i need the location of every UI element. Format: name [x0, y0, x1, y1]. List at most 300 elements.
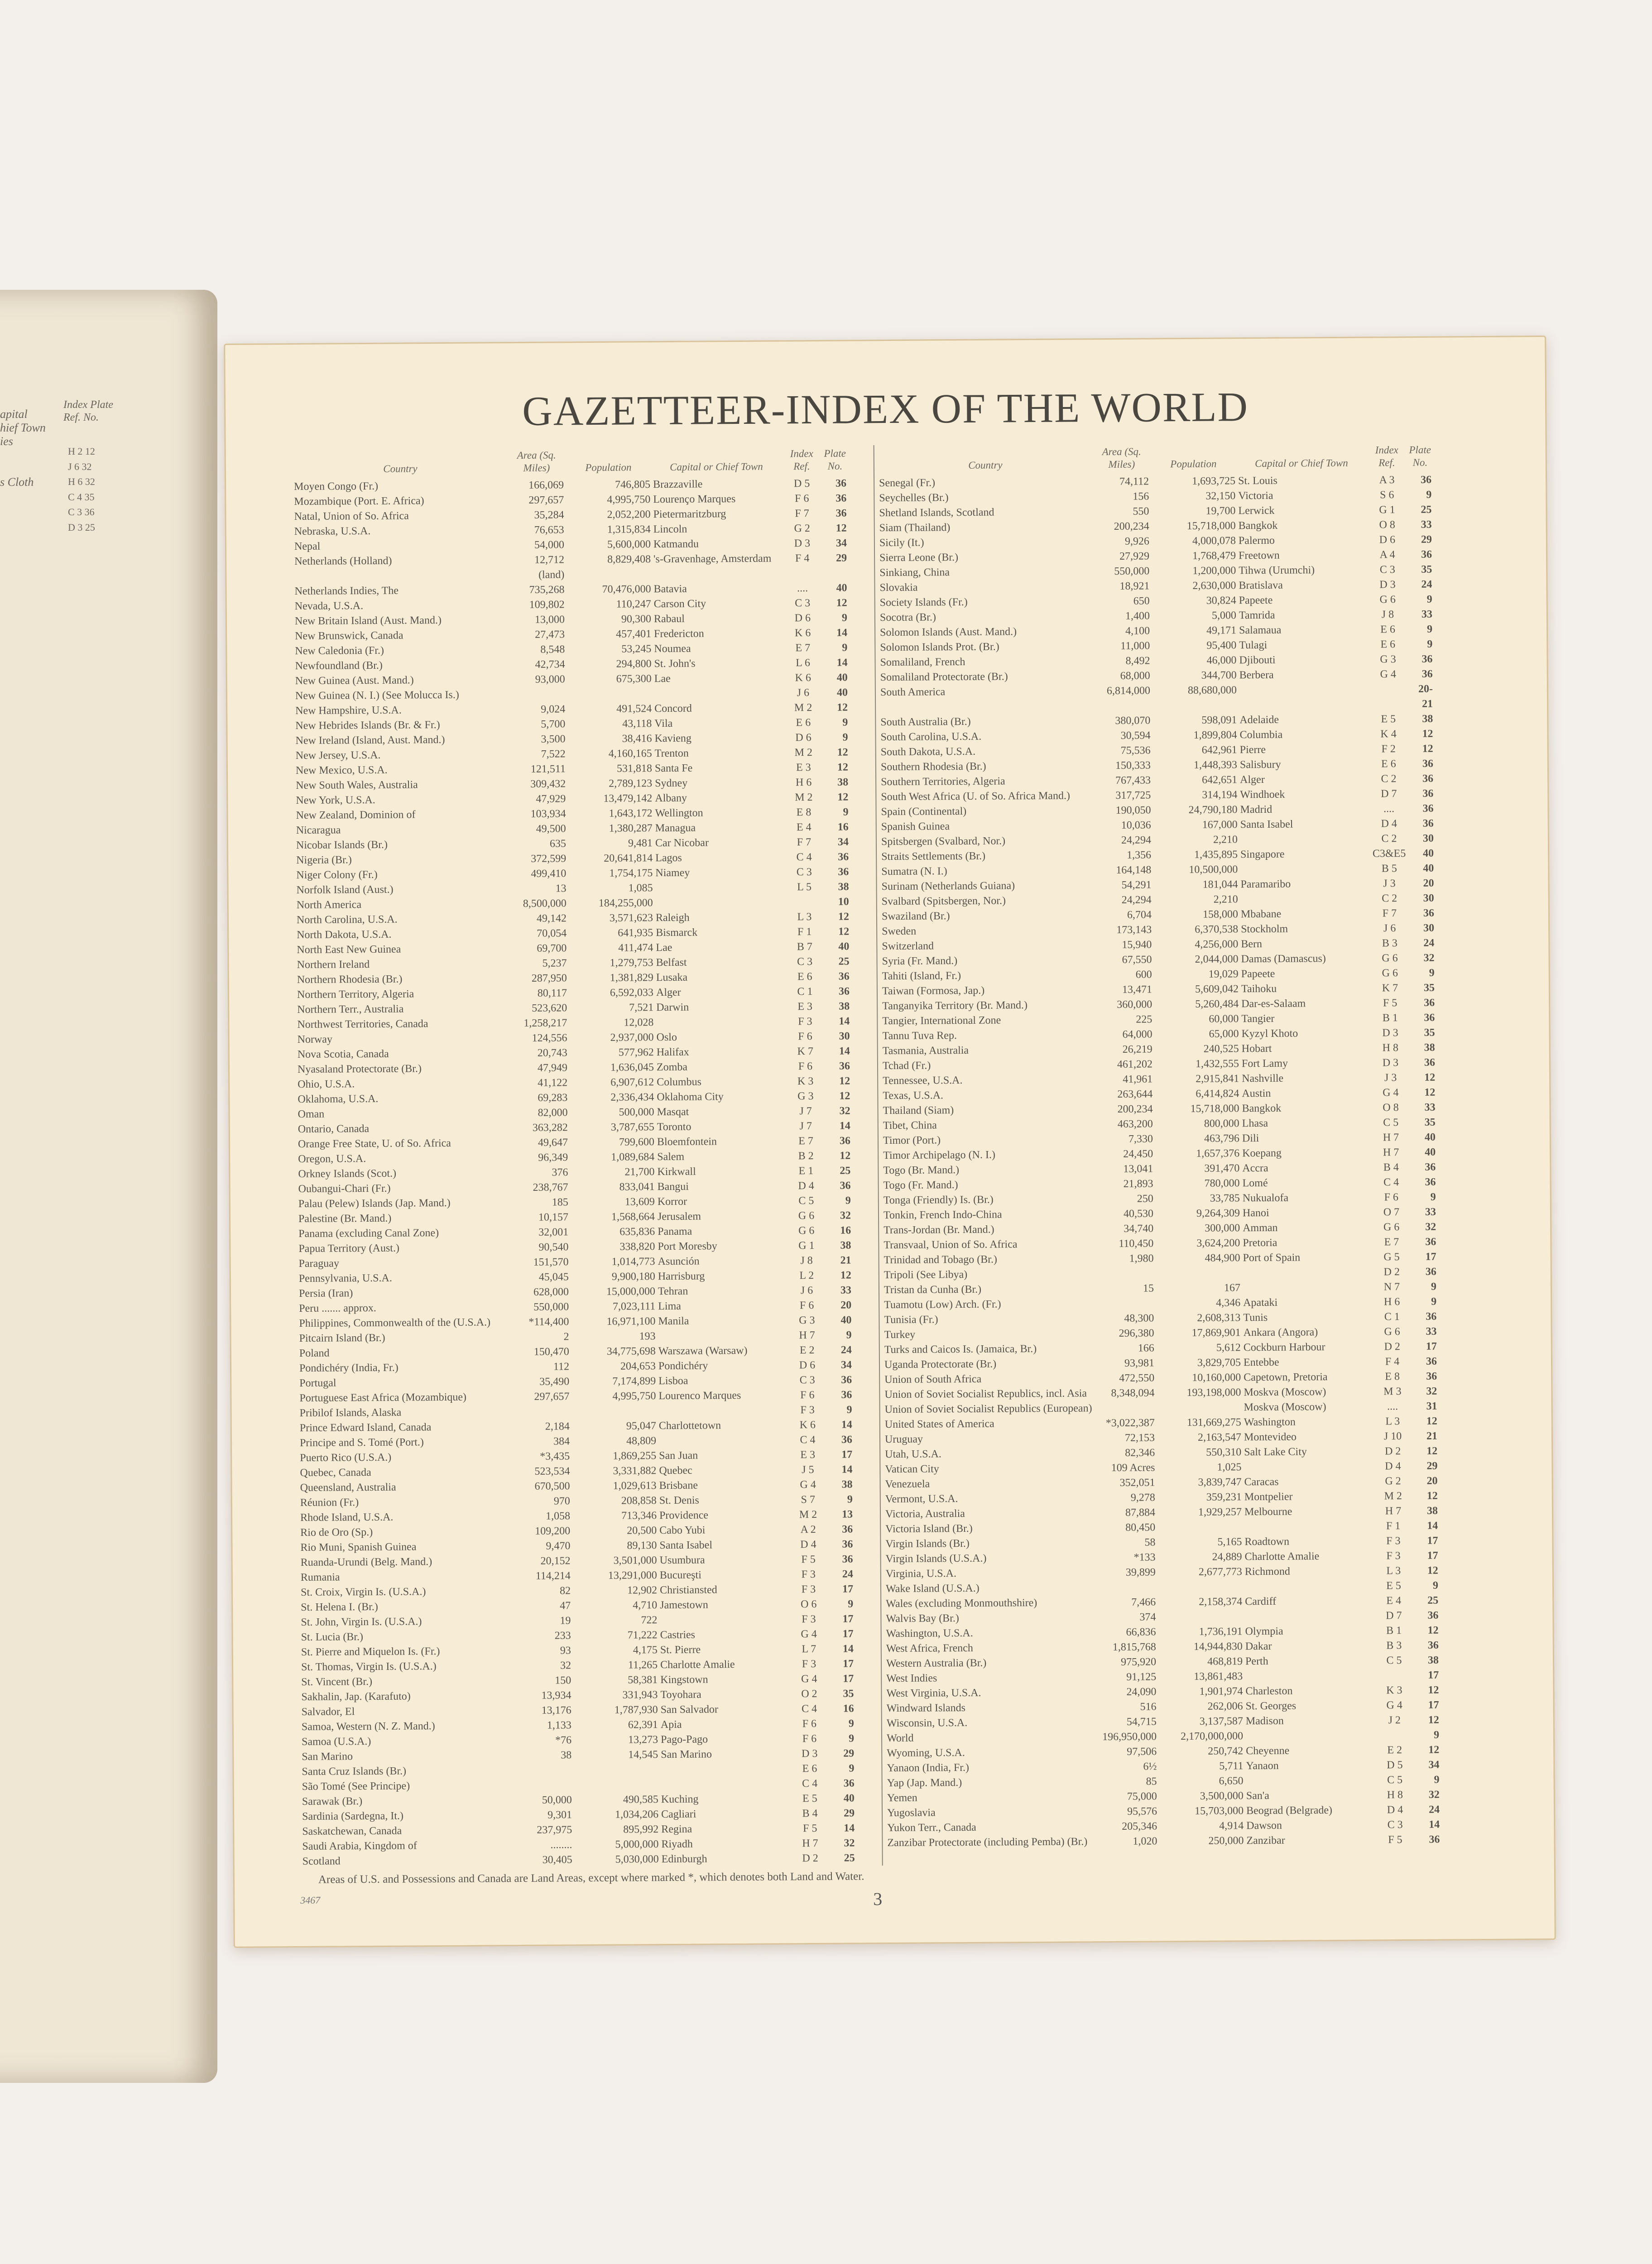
cell-population: 33,785	[1210, 1192, 1240, 1204]
cell-area: 150,470	[533, 1346, 569, 1358]
cell-capital: Caracas	[1244, 1476, 1279, 1488]
cell-area: 8,548	[540, 643, 565, 656]
cell-plate-no: 9	[845, 1194, 851, 1207]
cell-plate-no: 12	[840, 1150, 851, 1162]
cell-area: 9,926	[1124, 535, 1149, 547]
cell-capital: Stockholm	[1241, 923, 1288, 935]
cell-area: 20,152	[540, 1555, 571, 1567]
cell-area: 47	[560, 1600, 571, 1612]
cell-population: 3,787,655	[610, 1121, 654, 1133]
cell-country: Union of South Africa	[884, 1373, 982, 1386]
cell-plate-no: 12	[1428, 1714, 1439, 1726]
cell-capital: Halifax	[656, 1046, 689, 1059]
cell-plate-no: 29	[1421, 533, 1432, 546]
cell-index-ref: C 5	[798, 1195, 814, 1207]
cell-population	[1158, 1609, 1242, 1625]
cell-area: 5,237	[542, 957, 567, 969]
cell-plate-no: 14	[1427, 1520, 1438, 1532]
cell-area: 15,940	[1122, 939, 1152, 951]
cell-plate-no: 38	[837, 776, 849, 788]
cell-plate-no: 9	[846, 1329, 852, 1341]
cell-population: 3,331,882	[613, 1465, 657, 1477]
cell-population: 3,829,705	[1197, 1357, 1241, 1369]
cell-capital	[1239, 682, 1366, 713]
cell-country: Northern Rhodesia (Br.)	[297, 973, 403, 986]
cell-index-ref: G 3	[1380, 653, 1396, 666]
cell-index-ref: F 6	[1384, 1191, 1399, 1204]
cell-capital: Santa Isabel	[659, 1539, 713, 1552]
cell-population: 722	[641, 1614, 658, 1626]
cell-plate-no: 16	[843, 1703, 854, 1715]
cell-area: 156	[1133, 490, 1149, 503]
cell-area: 41,961	[1123, 1073, 1153, 1085]
cell-area: 380,070	[1115, 715, 1151, 727]
cell-area: 1,058	[545, 1510, 571, 1522]
cell-population: 1,768,479	[1192, 550, 1236, 562]
cell-population: 2,630,000	[1192, 580, 1236, 592]
cell-index-ref: L 7	[802, 1643, 816, 1655]
cell-country: Nebraska, U.S.A.	[294, 525, 371, 538]
cell-plate-no: 36	[841, 1434, 853, 1446]
cell-plate-no: 14	[839, 1045, 850, 1057]
cell-area: 74,112	[1119, 475, 1149, 488]
cell-population: 13,861,483	[1194, 1670, 1243, 1683]
cell-index-ref: E 8	[796, 806, 812, 819]
cell-capital: Niamey	[655, 867, 690, 879]
cell-plate-no: 14	[841, 1419, 852, 1431]
cell-capital: Amman	[1243, 1222, 1278, 1234]
cell-capital: Washington	[1244, 1416, 1296, 1429]
cell-plate-no: 33	[1421, 608, 1432, 620]
cell-area: 112	[553, 1361, 570, 1373]
cell-plate-no: 35	[1421, 563, 1432, 576]
cell-population: 294,800	[616, 658, 652, 670]
cell-country: Uganda Protectorate (Br.)	[884, 1358, 997, 1371]
cell-index-ref: A 2	[800, 1524, 816, 1536]
cell-index-ref	[785, 895, 824, 910]
cell-population: 1,279,753	[610, 957, 653, 969]
cell-plate-no: 9	[842, 716, 848, 729]
cell-area: 19	[560, 1615, 571, 1627]
cell-plate-no: 12	[1424, 1086, 1436, 1098]
cell-capital: Salisbury	[1239, 758, 1281, 771]
header-population: Population	[585, 461, 632, 474]
cell-country: New Britain Island (Aust. Mand.)	[294, 614, 442, 628]
cell-area: 24,450	[1123, 1148, 1153, 1160]
cell-country: Windward Islands	[886, 1702, 966, 1715]
cell-area: 30,405	[542, 1854, 572, 1866]
ref-entry: J 6 32	[68, 460, 92, 472]
cell-area: 93	[560, 1645, 571, 1657]
cell-area: 49,500	[536, 823, 566, 835]
cell-area: 374	[1139, 1611, 1156, 1623]
cell-plate-no: 38	[1426, 1505, 1438, 1517]
cell-area: 93,000	[535, 673, 565, 686]
cell-population: 58,381	[628, 1674, 658, 1686]
cell-country: Oman	[298, 1108, 325, 1120]
cell-plate-no: 12	[1428, 1684, 1439, 1696]
cell-country: Venezuela	[885, 1478, 930, 1491]
cell-country: New Caledonia (Fr.)	[295, 644, 384, 657]
cell-population: 10,160,000	[1192, 1372, 1241, 1384]
cell-area: 27,473	[535, 628, 565, 641]
cell-population: 2,044,000	[1195, 953, 1239, 965]
cell-population: 635,836	[620, 1226, 655, 1238]
cell-plate-no: 9	[1430, 1191, 1436, 1203]
cell-population: 2,170,000,000	[1180, 1730, 1244, 1743]
cell-population: 1,432,555	[1195, 1058, 1239, 1070]
cell-index-ref: G 4	[801, 1628, 817, 1640]
cell-area: 461,202	[1117, 1058, 1153, 1070]
cell-area: 767,433	[1115, 774, 1151, 787]
cell-index-ref: L 3	[1385, 1415, 1400, 1428]
ref-entry: C 3 36	[68, 506, 95, 518]
cell-capital: Bangkok	[1238, 519, 1278, 532]
cell-country: Timor Archipelago (N. I.)	[883, 1149, 996, 1162]
cell-population: 5,165	[1217, 1536, 1242, 1548]
cell-index-ref: ....	[1387, 1401, 1398, 1413]
cell-area: 463,200	[1117, 1118, 1153, 1130]
cell-population: 1,657,376	[1196, 1147, 1240, 1160]
cell-plate-no: 12	[837, 791, 849, 803]
cell-plate-no: 36	[1429, 1833, 1440, 1846]
cell-country: Tibet, China	[883, 1119, 937, 1132]
cell-plate-no: 12	[838, 926, 850, 938]
cell-capital: Mbabane	[1240, 908, 1282, 921]
cell-capital: Salamaua	[1239, 624, 1282, 637]
index-columns	[226, 441, 1554, 1870]
cell-country: Mozambique (Port. E. Africa)	[294, 495, 424, 508]
cell-index-ref: C 3	[1379, 564, 1395, 576]
cell-plate-no: 10	[838, 896, 849, 908]
cell-plate-no: 9	[1429, 967, 1435, 979]
cell-population: 4,160,165	[608, 748, 652, 760]
cell-index-ref: H 7	[1385, 1505, 1402, 1517]
cell-plate-no: 38	[1422, 713, 1433, 725]
cell-plate-no: 36	[1422, 758, 1434, 770]
cell-area: *3,435	[540, 1450, 570, 1463]
cell-plate-no: 40	[838, 940, 850, 953]
cell-population: 6,650	[1219, 1775, 1244, 1787]
cell-plate-no: 36	[1422, 802, 1434, 815]
cell-area: 499,410	[531, 868, 567, 880]
cell-area: 48,300	[1124, 1312, 1154, 1324]
cell-country: Nevada, U.S.A.	[294, 600, 364, 613]
cell-capital: Tihwa (Urumchi)	[1239, 564, 1315, 577]
cell-country: North East New Guinea	[297, 943, 401, 956]
cell-area: 200,234	[1114, 520, 1149, 532]
cell-area: 39,899	[1125, 1566, 1156, 1578]
cell-plate-no: 9	[848, 1598, 854, 1610]
cell-plate-no: 14	[844, 1822, 855, 1834]
cell-index-ref: N 7	[1383, 1281, 1400, 1293]
cell-plate-no: 36	[1425, 1236, 1436, 1248]
cell-country: Zanzibar Protectorate (including Pemba) (Br.)	[887, 1836, 1088, 1849]
cell-area: 297,657	[534, 1391, 570, 1403]
cell-index-ref: E 7	[795, 642, 811, 654]
cell-population: 6,370,538	[1195, 923, 1239, 935]
cell-area	[511, 687, 565, 702]
cell-plate-no: 25	[1421, 504, 1432, 516]
cell-index-ref: M 2	[795, 791, 813, 804]
cell-area: 24,090	[1126, 1686, 1157, 1698]
cell-plate-no: 25	[1427, 1594, 1439, 1607]
cell-plate-no: 17	[842, 1628, 854, 1640]
cell-capital: Lusaka	[656, 971, 688, 984]
cell-population: 338,820	[620, 1241, 655, 1253]
cell-plate-no: 36	[841, 1374, 852, 1386]
cell-country: Yap (Jap. Mand.)	[887, 1777, 962, 1789]
cell-index-ref: F 1	[1386, 1520, 1401, 1532]
cell-index-ref: D 6	[799, 1359, 816, 1372]
cell-plate-no: 30	[839, 1030, 850, 1042]
cell-population	[572, 1404, 656, 1419]
cell-capital: Brisbane	[659, 1479, 698, 1492]
cell-country: Quebec, Canada	[300, 1467, 371, 1479]
cell-area: ........	[550, 1839, 572, 1851]
cell-index-ref: F 7	[797, 836, 812, 849]
cell-country: Socotra (Br.)	[879, 611, 936, 624]
cell-area: 75,000	[1127, 1790, 1157, 1803]
cell-area: 970	[553, 1495, 570, 1507]
cell-country: Samoa (U.S.A.)	[301, 1736, 371, 1748]
cell-area: 35,284	[534, 509, 564, 521]
cell-plate-no: 9	[842, 731, 848, 743]
cell-capital: San'a	[1246, 1789, 1269, 1802]
cell-population: 1,568,664	[611, 1211, 655, 1223]
cell-country: North Carolina, U.S.A.	[296, 913, 398, 926]
cell-plate-no: 38	[839, 1000, 850, 1012]
cell-capital: Oklahoma City	[657, 1091, 724, 1103]
header-fragment: hief Town	[0, 421, 46, 434]
cell-country: Orange Free State, U. of So. Africa	[298, 1137, 451, 1150]
cell-index-ref: C 3	[799, 1374, 815, 1386]
cell-capital: Pondichéry	[658, 1360, 708, 1372]
cell-capital: Pretoria	[1243, 1237, 1277, 1249]
index-column-right	[879, 472, 1467, 1851]
cell-plate-no: 36	[1423, 907, 1435, 919]
cell-plate-no: 33	[1421, 518, 1432, 531]
cell-index-ref: G 6	[1379, 594, 1396, 606]
cell-area: 1,980	[1129, 1252, 1154, 1265]
cell-capital: Richmond	[1244, 1565, 1290, 1578]
cell-capital: Quebec	[659, 1464, 692, 1477]
cell-index-ref: F 5	[1383, 997, 1397, 1009]
cell-index-ref: G 6	[1384, 1326, 1400, 1338]
cell-country: Moyen Congo (Fr.)	[294, 480, 379, 493]
header-plate-no: Plate No.	[1409, 444, 1431, 468]
cell-country: Natal, Union of So. Africa	[294, 510, 409, 523]
cell-index-ref: D 6	[1379, 534, 1396, 546]
cell-capital: Jamestown	[660, 1599, 708, 1612]
cell-index-ref: H 6	[795, 777, 812, 789]
cell-index-ref: G 2	[1385, 1475, 1401, 1487]
cell-area: 76,653	[534, 524, 564, 536]
cell-capital: Montevideo	[1244, 1431, 1297, 1444]
cell-plate-no: 17	[1427, 1535, 1438, 1547]
cell-area: 205,346	[1122, 1820, 1157, 1832]
cell-country: Somaliland, French	[880, 656, 965, 669]
cell-capital: Lagos	[655, 852, 682, 864]
cell-capital: Brazzaville	[653, 478, 703, 491]
cell-index-ref: G 1	[798, 1240, 815, 1252]
cell-population: 167	[1224, 1282, 1241, 1294]
cell-capital: Lincoln	[653, 523, 687, 536]
cell-capital: Tunis	[1243, 1311, 1268, 1324]
cell-plate-no: 32	[1423, 952, 1435, 964]
cell-country: Walvis Bay (Br.)	[886, 1612, 959, 1625]
cell-area: 516	[1140, 1701, 1157, 1713]
cell-country: Utah, U.S.A.	[885, 1448, 941, 1461]
cell-population: 250,742	[1208, 1745, 1244, 1757]
header-index-ref: Index Ref.	[790, 448, 813, 472]
cell-population: 300,000	[1205, 1222, 1240, 1234]
cell-plate-no: 12	[840, 1269, 851, 1281]
cell-population: 181,044	[1202, 878, 1238, 891]
cell-country: Seychelles (Br.)	[879, 492, 949, 504]
cell-plate-no: 17	[1428, 1699, 1439, 1711]
cell-capital: Belfast	[656, 956, 687, 969]
cell-population: 6,907,612	[610, 1076, 654, 1089]
cell-plate-no: 9	[849, 1762, 855, 1775]
cell-index-ref: S 6	[1380, 489, 1394, 501]
cell-index-ref: G 6	[798, 1225, 815, 1237]
cell-index-ref: K 7	[1382, 982, 1398, 994]
cell-area: 69,283	[538, 1092, 568, 1104]
cell-capital: Dili	[1242, 1132, 1259, 1145]
header-population: Population	[1170, 458, 1217, 470]
cell-capital: St. John's	[654, 657, 696, 670]
footnote: Areas of U.S. and Possessions and Canada are Land Areas, except where marked *, which denotes both Land and Water.	[318, 1870, 864, 1886]
cell-country: Norfolk Island (Aust.)	[296, 883, 394, 896]
cell-area: 10,036	[1121, 819, 1151, 831]
cell-population: 4,710	[633, 1599, 658, 1612]
cell-index-ref: H 6	[1383, 1296, 1400, 1308]
cell-country: Salvador, El	[301, 1706, 355, 1718]
cell-population: 5,000,000	[615, 1838, 659, 1851]
cell-capital: Car Nicobar	[655, 837, 709, 849]
cell-area	[1100, 1266, 1154, 1281]
cell-population: 9,481	[628, 837, 653, 849]
cell-country: Svalbard (Spitsbergen, Nor.)	[881, 895, 1006, 908]
cell-area: 13,934	[541, 1689, 571, 1702]
cell-country: Taiwan (Formosa, Jap.)	[882, 984, 985, 998]
cell-index-ref: K 4	[1380, 728, 1397, 740]
cell-index-ref: F 3	[801, 1583, 816, 1596]
cell-index-ref: D 4	[800, 1539, 816, 1551]
header-plate-no: Plate No.	[824, 447, 846, 472]
cell-plate-no: 34	[840, 1359, 852, 1371]
cell-country: St. Pierre and Miquelon Is. (Fr.)	[301, 1645, 440, 1658]
cell-capital	[656, 895, 783, 911]
cell-area: 166,069	[528, 479, 564, 491]
cell-population: 1,014,773	[611, 1256, 655, 1268]
cell-index-ref: D 4	[798, 1180, 814, 1192]
cell-population: 359,231	[1206, 1491, 1242, 1503]
cell-index-ref: F 5	[1388, 1834, 1402, 1846]
cell-country: Turks and Caicos Is. (Jamaica, Br.)	[884, 1343, 1037, 1356]
cell-population: 15,703,000	[1194, 1805, 1244, 1817]
cell-area: 27,929	[1119, 550, 1150, 562]
cell-population: 4,346	[1216, 1297, 1241, 1309]
cell-plate-no: 9	[1433, 1729, 1440, 1741]
cell-population: 110,247	[616, 598, 651, 610]
cell-country: New Brunswick, Canada	[295, 629, 403, 643]
cell-capital: Cockburn Harbour	[1243, 1341, 1325, 1354]
cell-population: 3,571,623	[609, 912, 653, 924]
cell-capital: Palermo	[1238, 534, 1275, 547]
cell-population: 5,260,484	[1195, 998, 1239, 1010]
header-country: Country	[968, 459, 1003, 471]
cell-country: Northwest Territories, Canada	[297, 1018, 428, 1031]
cell-area: 309,432	[530, 778, 566, 790]
cell-plate-no: 36	[842, 1538, 853, 1550]
cell-population: 48,809	[626, 1435, 657, 1447]
cell-capital: Carson City	[653, 598, 706, 610]
cell-population: 20,500	[627, 1525, 657, 1537]
cell-country: Palestine (Br. Mand.)	[298, 1212, 392, 1225]
cell-capital	[660, 1612, 787, 1628]
cell-population: 15,718,000	[1190, 1103, 1239, 1115]
cell-index-ref: C 2	[1381, 833, 1397, 845]
cell-population: 1,380,287	[609, 822, 653, 835]
cell-country: Tristan da Cunha (Br.)	[884, 1283, 982, 1296]
cell-capital: Fredericton	[654, 628, 704, 640]
cell-country: Uruguay	[884, 1433, 923, 1446]
cell-area: 82,000	[538, 1107, 568, 1119]
cell-index-ref: F 4	[795, 552, 810, 565]
cell-plate-no: 9	[846, 1404, 852, 1416]
cell-area: 550	[1133, 505, 1149, 518]
cell-index-ref: C 1	[1384, 1311, 1400, 1323]
cell-population: 167,000	[1202, 819, 1238, 831]
cell-capital: Cabo Yubi	[659, 1524, 706, 1537]
cell-capital: Noumea	[654, 643, 691, 655]
header-area: Area (Sq. Miles)	[517, 449, 556, 474]
cell-area: 6½	[1143, 1760, 1157, 1773]
cell-population: 65,000	[1209, 1028, 1239, 1040]
cell-capital: Lhasa	[1242, 1117, 1268, 1130]
cell-capital	[1243, 1265, 1370, 1281]
cell-capital: Cheyenne	[1246, 1745, 1290, 1757]
cell-plate-no: 36	[1424, 1056, 1436, 1069]
cell-capital: Tamrida	[1239, 609, 1275, 622]
cell-index-ref: C 3	[796, 866, 812, 878]
cell-population: 344,700	[1201, 669, 1237, 681]
cell-population: 642,961	[1201, 744, 1237, 756]
cell-plate-no: 32	[1428, 1789, 1440, 1801]
cell-country: Spain (Continental)	[881, 805, 967, 818]
cell-capital: Korror	[657, 1195, 687, 1208]
cell-area: *3,022,387	[1105, 1417, 1155, 1429]
cell-capital: Adelaide	[1239, 714, 1279, 726]
cell-index-ref: M 2	[794, 702, 812, 714]
cell-capital: Columbia	[1239, 729, 1283, 741]
cell-plate-no: 36	[838, 970, 850, 983]
cell-area: 8,348,094	[1111, 1387, 1155, 1400]
cell-capital: Lourenço Marques	[653, 493, 736, 506]
cell-area: 13,471	[1122, 983, 1153, 996]
cell-plate-no: 40	[836, 686, 848, 699]
cell-population: 262,006	[1207, 1700, 1243, 1712]
cell-area: 975,920	[1120, 1656, 1157, 1668]
cell-country: Siam (Thailand)	[879, 522, 951, 534]
cell-area: 80,450	[1125, 1521, 1156, 1534]
cell-index-ref: L 5	[797, 881, 812, 893]
cell-plate-no: 14	[1429, 1818, 1440, 1831]
cell-capital: Columbus	[657, 1076, 701, 1089]
cell-country: Sumatra (N. I.)	[881, 865, 947, 878]
